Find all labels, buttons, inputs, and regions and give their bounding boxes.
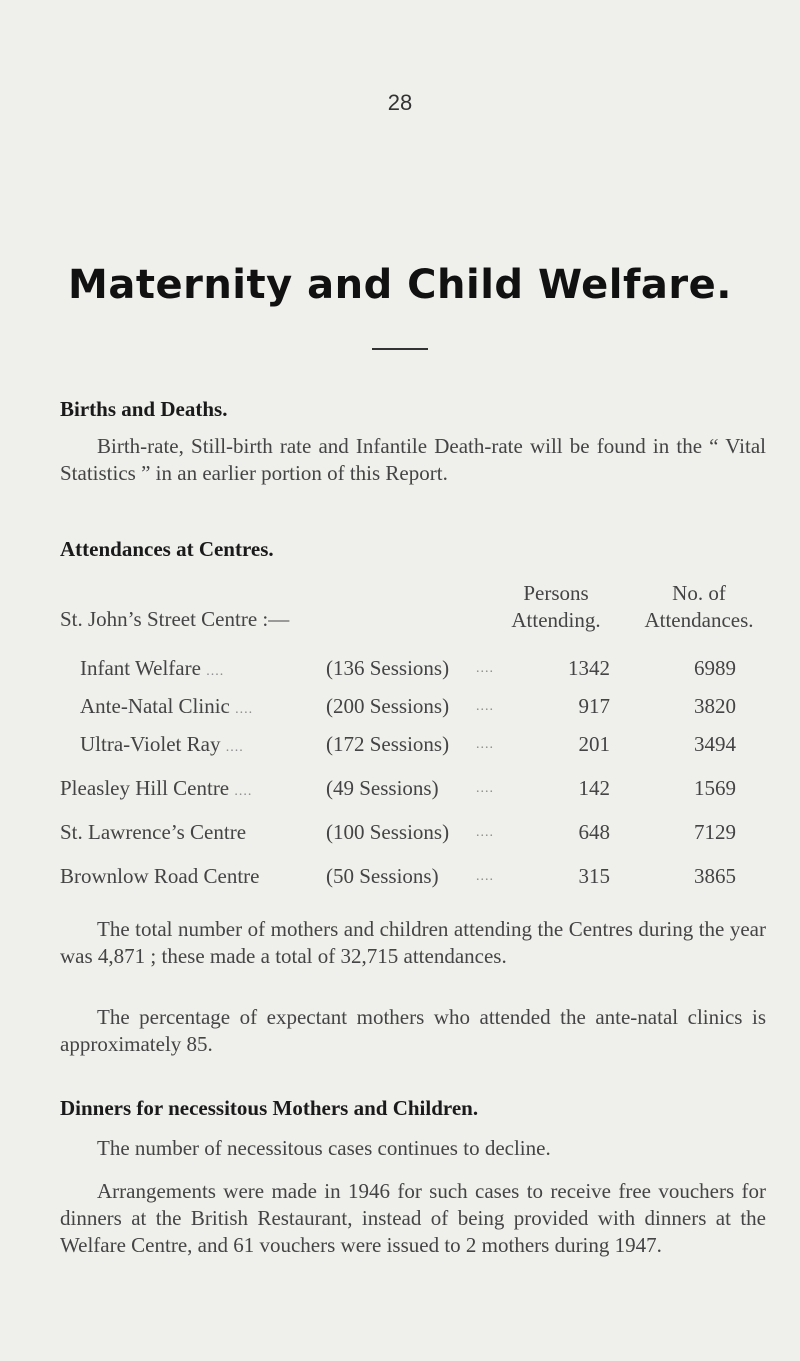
table-row: Infant Welfare .... (136 Sessions) .... 1342 6989 <box>80 656 736 680</box>
dinners-paragraph-1: The number of necessitous cases continues to decline. <box>97 1136 551 1160</box>
table-row: Ultra-Violet Ray .... (172 Sessions) .... 201 3494 <box>80 732 736 756</box>
page-number: 28 <box>387 90 413 115</box>
total-attendance-paragraph: The total number of mothers and children attending the Centres during the year was 4,871 ; these made a total of 32,715 attendances. <box>60 917 766 968</box>
table-row: St. Lawrence’s Centre (100 Sessions) .... 648 7129 <box>60 820 736 844</box>
attendances-heading: Attendances at Centres. <box>60 537 274 561</box>
table-row: Pleasley Hill Centre .... (49 Sessions) .... 142 1569 <box>60 776 736 800</box>
persons-attending-header: Persons Attending. <box>511 581 601 632</box>
table-row: Brownlow Road Centre (50 Sessions) .... 315 3865 <box>60 864 736 888</box>
table-row: Ante-Natal Clinic .... (200 Sessions) .... 917 3820 <box>80 694 736 718</box>
attendances-header: No. of Attendances. <box>644 581 754 632</box>
dinners-paragraph-2: Arrangements were made in 1946 for such cases to receive free vouchers for dinners at the British Restaurant, instead of being provided with dinners at the Welfare Centre, and 61 vouchers were issued to 2 mothers during 1947. <box>60 1179 766 1257</box>
percentage-paragraph: The percentage of expectant mothers who attended the ante-natal clinics is approximately 85. <box>60 1005 766 1056</box>
births-deaths-paragraph: Birth-rate, Still-birth rate and Infantile Death-rate will be found in the “ Vital Statistics ” in an earlier portion of this Report. <box>60 434 766 485</box>
table-group-label: St. John’s Street Centre :— <box>60 607 290 631</box>
births-deaths-heading: Births and Deaths. <box>60 397 228 421</box>
dinners-heading: Dinners for necessitous Mothers and Children. <box>60 1096 479 1120</box>
title-divider <box>372 348 428 350</box>
page-title: Maternity and Child Welfare. <box>68 262 732 308</box>
